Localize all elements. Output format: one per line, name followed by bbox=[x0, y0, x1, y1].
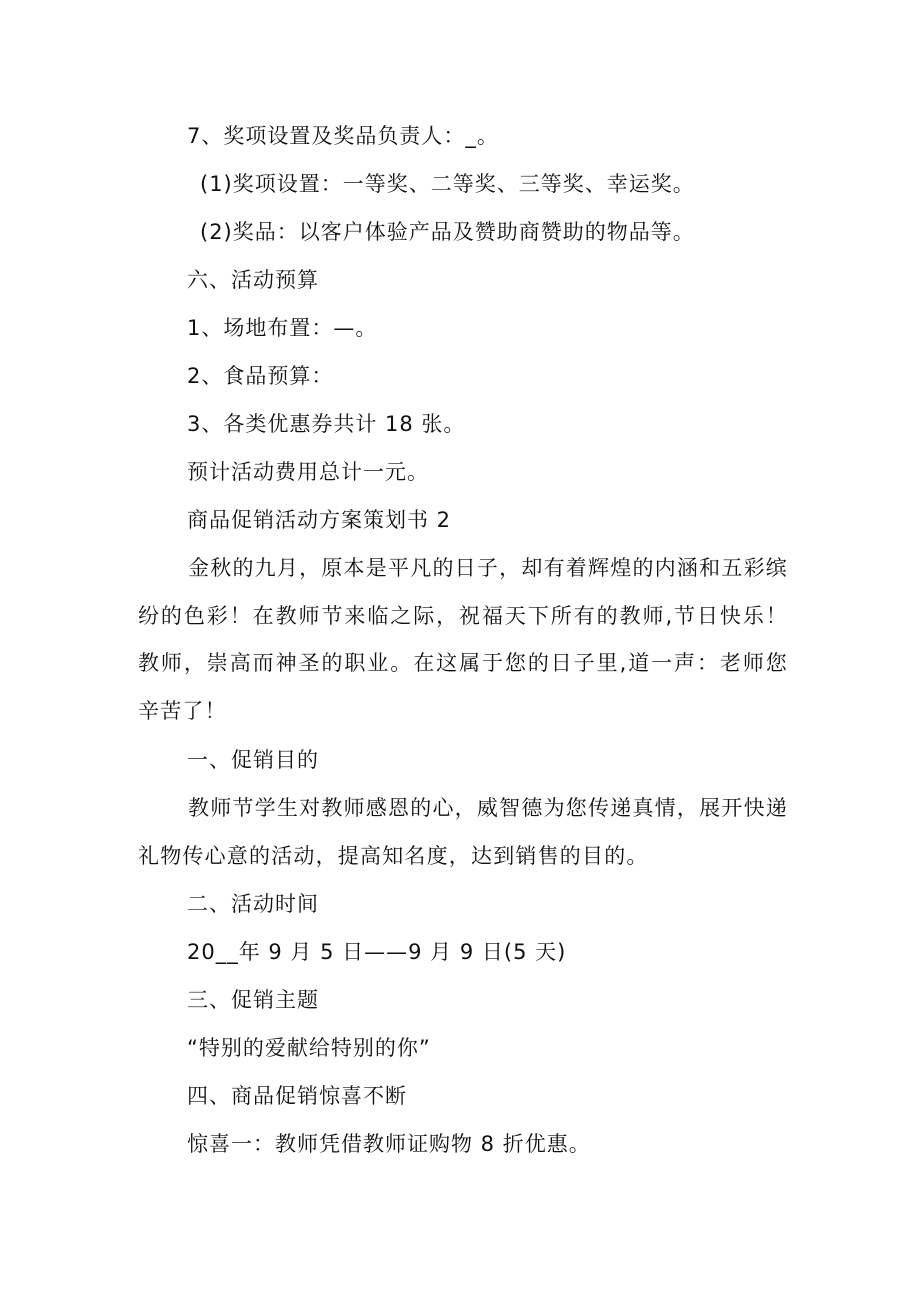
promotion-theme-heading: 三、促销主题 bbox=[187, 988, 319, 1012]
total-cost-line: 预计活动费用总计一元。 bbox=[187, 460, 429, 484]
coupon-count-item: 3、各类优惠券共计 18 张。 bbox=[187, 412, 466, 436]
venue-budget-item: 1、场地布置：—。 bbox=[187, 316, 378, 340]
theme-quote: “特别的爱献给特别的你” bbox=[187, 1036, 431, 1060]
surprise-one-line: 惊喜一：教师凭借教师证购物 8 折优惠。 bbox=[187, 1132, 591, 1156]
award-levels-item: (1)奖项设置：一等奖、二等奖、三等奖、幸运奖。 bbox=[200, 172, 695, 196]
food-budget-item: 2、食品预算： bbox=[187, 364, 334, 388]
award-setup-heading: 7、奖项设置及奖品负责人：_。 bbox=[187, 124, 499, 148]
surprises-heading: 四、商品促销惊喜不断 bbox=[187, 1084, 407, 1108]
date-range-line: 20__年 9 月 5 日——9 月 9 日(5 天) bbox=[187, 940, 567, 964]
budget-heading: 六、活动预算 bbox=[187, 268, 319, 292]
intro-paragraph: 金秋的九月，原本是平凡的日子，却有着辉煌的内涵和五彩缤纷的色彩！在教师节来临之际，祝福天下所有的教师,节日快乐！教师，崇高而神圣的职业。在这属于您的日子里,道一声：老师您辛苦了！ bbox=[138, 556, 788, 723]
prizes-item: (2)奖品：以客户体验产品及赞助商赞助的物品等。 bbox=[200, 220, 695, 244]
plan-2-title: 商品促销活动方案策划书 2 bbox=[187, 508, 452, 532]
promotion-purpose-heading: 一、促销目的 bbox=[187, 748, 319, 772]
purpose-paragraph: 教师节学生对教师感恩的心，威智德为您传递真情，展开快递礼物传心意的活动，提高知名度，达到销售的目的。 bbox=[138, 796, 788, 868]
activity-time-heading: 二、活动时间 bbox=[187, 892, 319, 916]
